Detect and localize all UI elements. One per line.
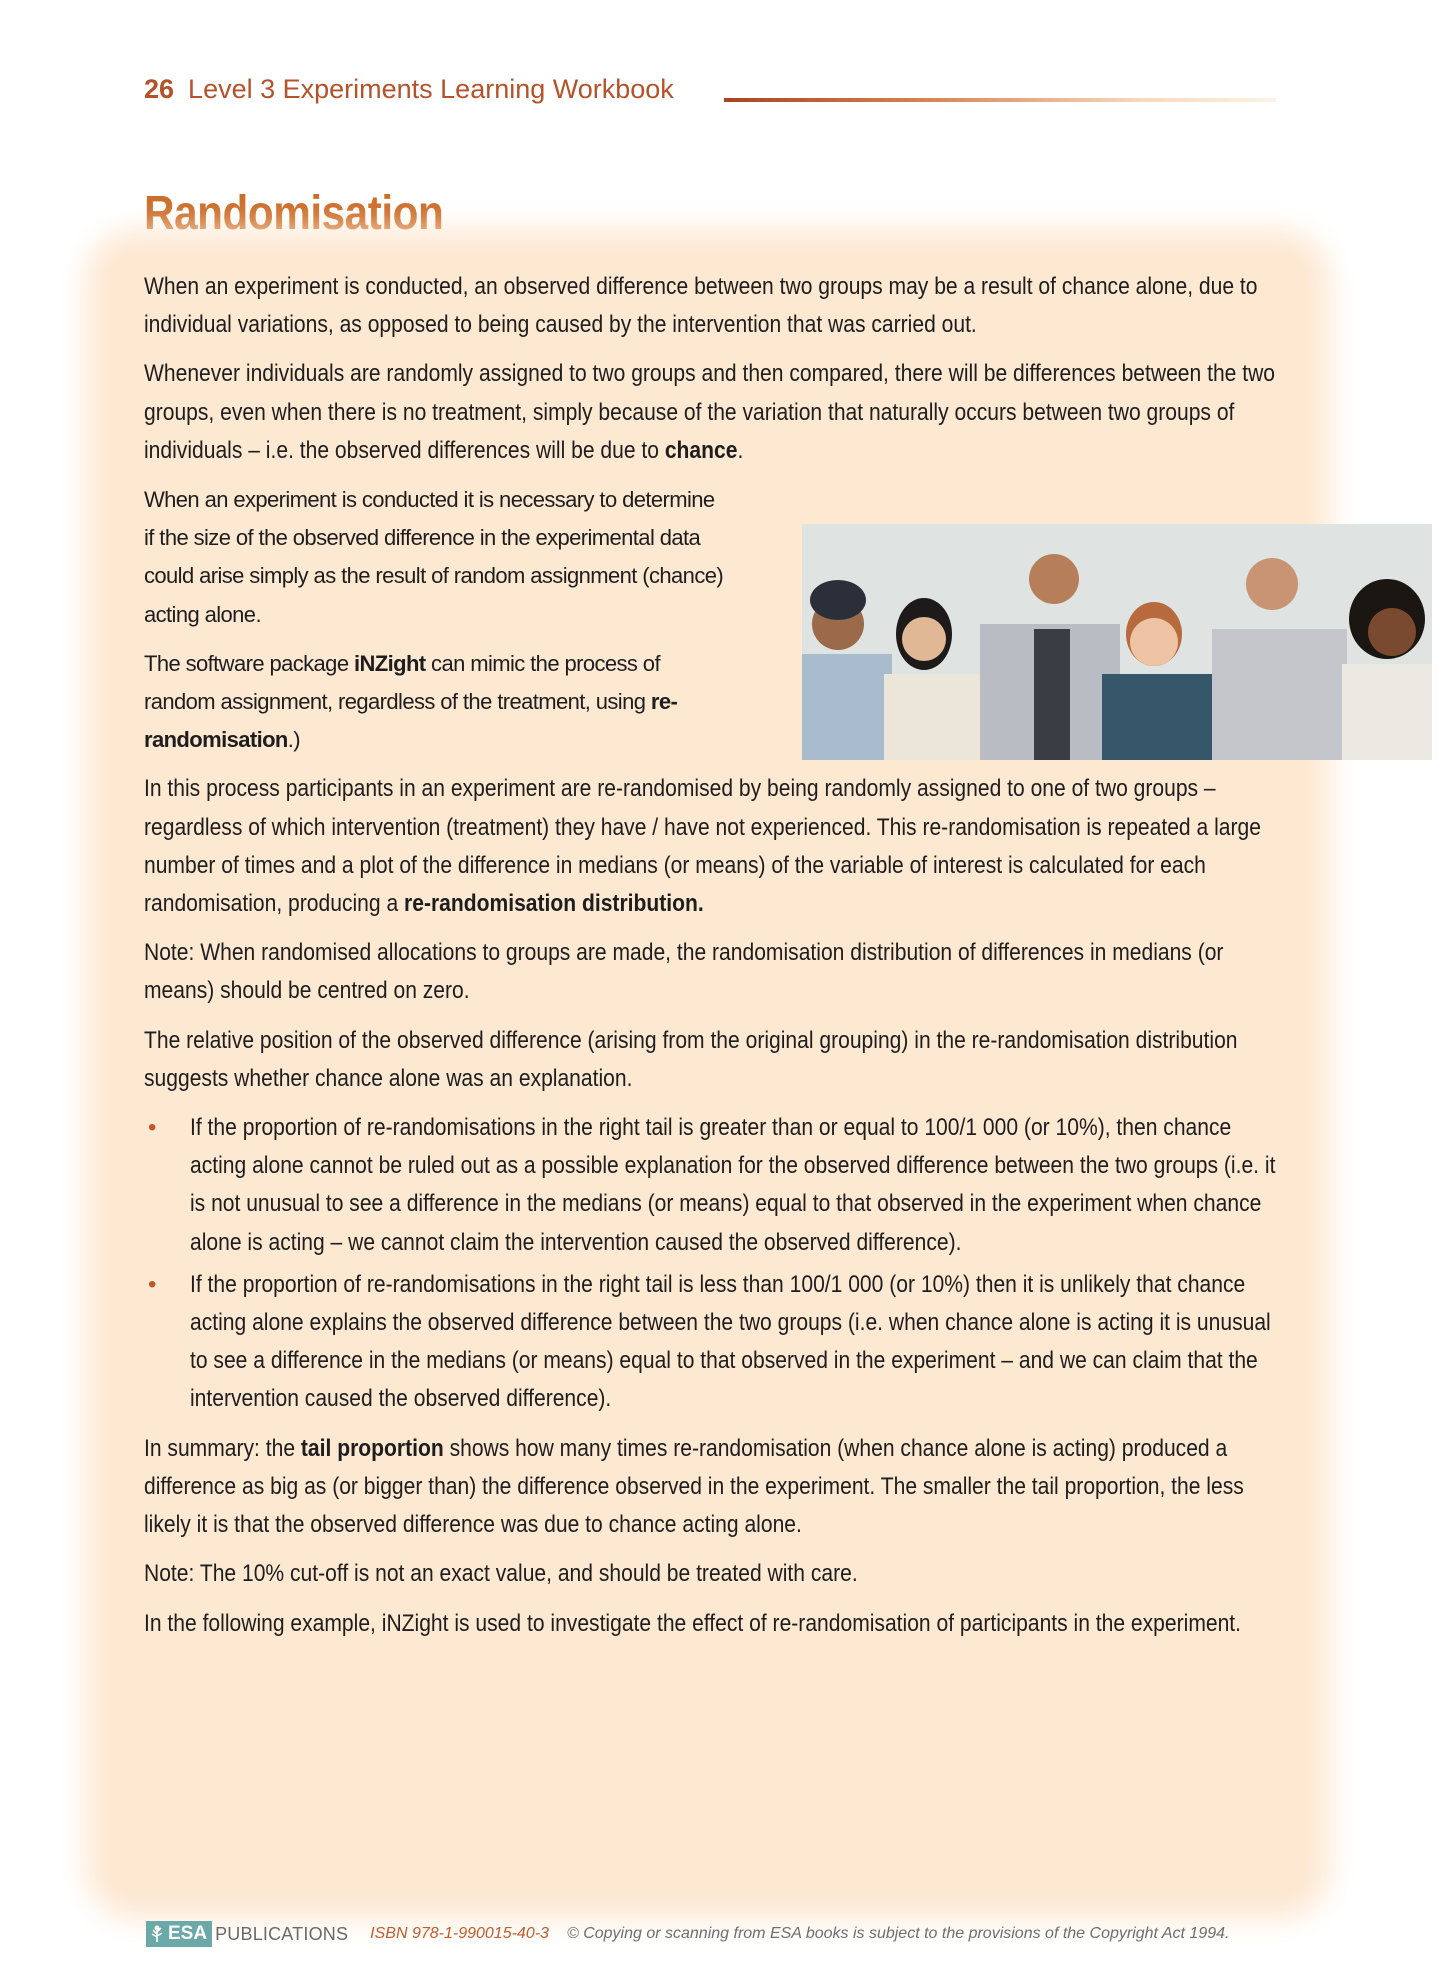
paragraph-text: .) [287,727,301,753]
paragraph [144,1430,1281,1545]
paragraph-text: In the following example, iNZight is used to investigate the effect of re-randomisation of participants in the experiment. [144,1609,1242,1637]
paragraph [144,645,729,760]
paragraph-text: can mimic the process of random assignment, regardless of the treatment, using [144,650,660,715]
paragraph-text: Note: When randomised allocations to groups are made, the randomisation distribution of differences in medians (or means) should be centred on zero. [144,939,1224,1005]
text-beside-photo [144,481,1284,759]
paragraph [144,1555,1281,1593]
bold-term-distribution: re-randomisation distribution. [404,890,704,918]
paragraph-text: shows how many times re-randomisation (when chance alone is acting) produced a difference as big as (or bigger than) the difference observed in the experiment. The smaller the tail proportion, the less likely it is that the observed difference was due to chance acting alone. [144,1434,1244,1539]
paragraph-text: In summary: the [144,1434,301,1462]
paragraph-text: When an experiment is conducted it is necessary to determine if the size of the observed difference in the experimental data could arise simply as the result of random assignment (chance) acting alone. [144,487,724,627]
esa-logo [146,1921,348,1947]
bold-term-re-randomisation: re-randomisation [144,689,678,753]
bullet-icon: • [148,1114,157,1142]
paragraph-text: In this process participants in an experiment are re-randomised by being randomly assigned to one of two groups – regardless of which intervention (treatment) they have / have not experienced. This re-randomisation is repeated a large number of times and a plot of the difference in medians (or means) of the variable of interest is calculated for each randomisation, producing a [144,775,1261,918]
list-item [144,1266,1284,1419]
copyright-notice: © Copying or scanning from ESA books is subject to the provisions of the Copyright Act 1994. [566,1925,1230,1942]
page-footer [146,1921,1229,1947]
paragraph [144,1605,1281,1643]
running-header [144,74,674,105]
bold-term-chance: chance [664,436,738,464]
paragraph [144,268,1281,344]
page-title: Randomisation [144,187,444,240]
paragraph-text: . [737,436,744,464]
paragraph-text: Whenever individuals are randomly assigned to two groups and then compared, there will be differences between the two groups, even when there is no treatment, simply because of the variation that naturally occurs between two groups of individuals – i.e. the observed differences will be due to [144,360,1276,464]
logo-publications: PUBLICATIONS [215,1923,349,1944]
bullet-list [144,1109,1284,1419]
leaf-icon [150,1924,164,1942]
book-title: Level 3 Experiments Learning Workbook [188,74,674,104]
paragraph-text: When an experiment is conducted, an observed difference between two groups may be a result of chance alone, due to individual variations, as opposed to being caused by the intervention that was carried out. [144,273,1258,339]
paragraph-text: Note: The 10% cut-off is not an exact value, and should be treated with care. [144,1560,858,1588]
header-rule [724,98,1276,102]
paragraph [144,1022,1281,1098]
list-item-text: If the proportion of re-randomisations in the right tail is less than 100/1 000 (or 10%) then it is unlikely that chance acting alone explains the observed difference between the two groups (i.e. when chance alone is acting it is unusual to see a difference in the medians (or means) equal to that observed in the experiment – and we can claim that the intervention caused the observed difference). [190,1270,1271,1413]
logo-text: ESA [168,1923,208,1944]
bold-term-tail-proportion: tail proportion [300,1434,444,1462]
bullet-icon: • [148,1270,157,1298]
list-item-text: If the proportion of re-randomisations in the right tail is greater than or equal to 100/1 000 (or 10%), then chance acting alone cannot be ruled out as a possible explanation for the observed difference between the two groups (i.e. it is not unusual to see a difference in the medians (or means) equal to that observed in the experiment when chance alone is acting – we cannot claim the intervention caused the observed difference). [190,1114,1276,1256]
paragraph-text: The relative position of the observed difference (arising from the original grouping) in the re-randomisation distribution suggests whether chance alone was an explanation. [144,1026,1238,1092]
paragraph [144,934,1281,1010]
paragraph [144,770,1281,923]
page-number: 26 [144,74,175,104]
isbn: ISBN 978-1-990015-40-3 [370,1925,549,1942]
list-item [144,1109,1284,1262]
logo-badge [146,1921,212,1947]
body-text [144,268,1284,1654]
paragraph [144,355,1281,470]
paragraph-text: The software package [144,650,354,676]
paragraph [144,481,729,634]
bold-term-inzight: iNZight [353,650,426,676]
